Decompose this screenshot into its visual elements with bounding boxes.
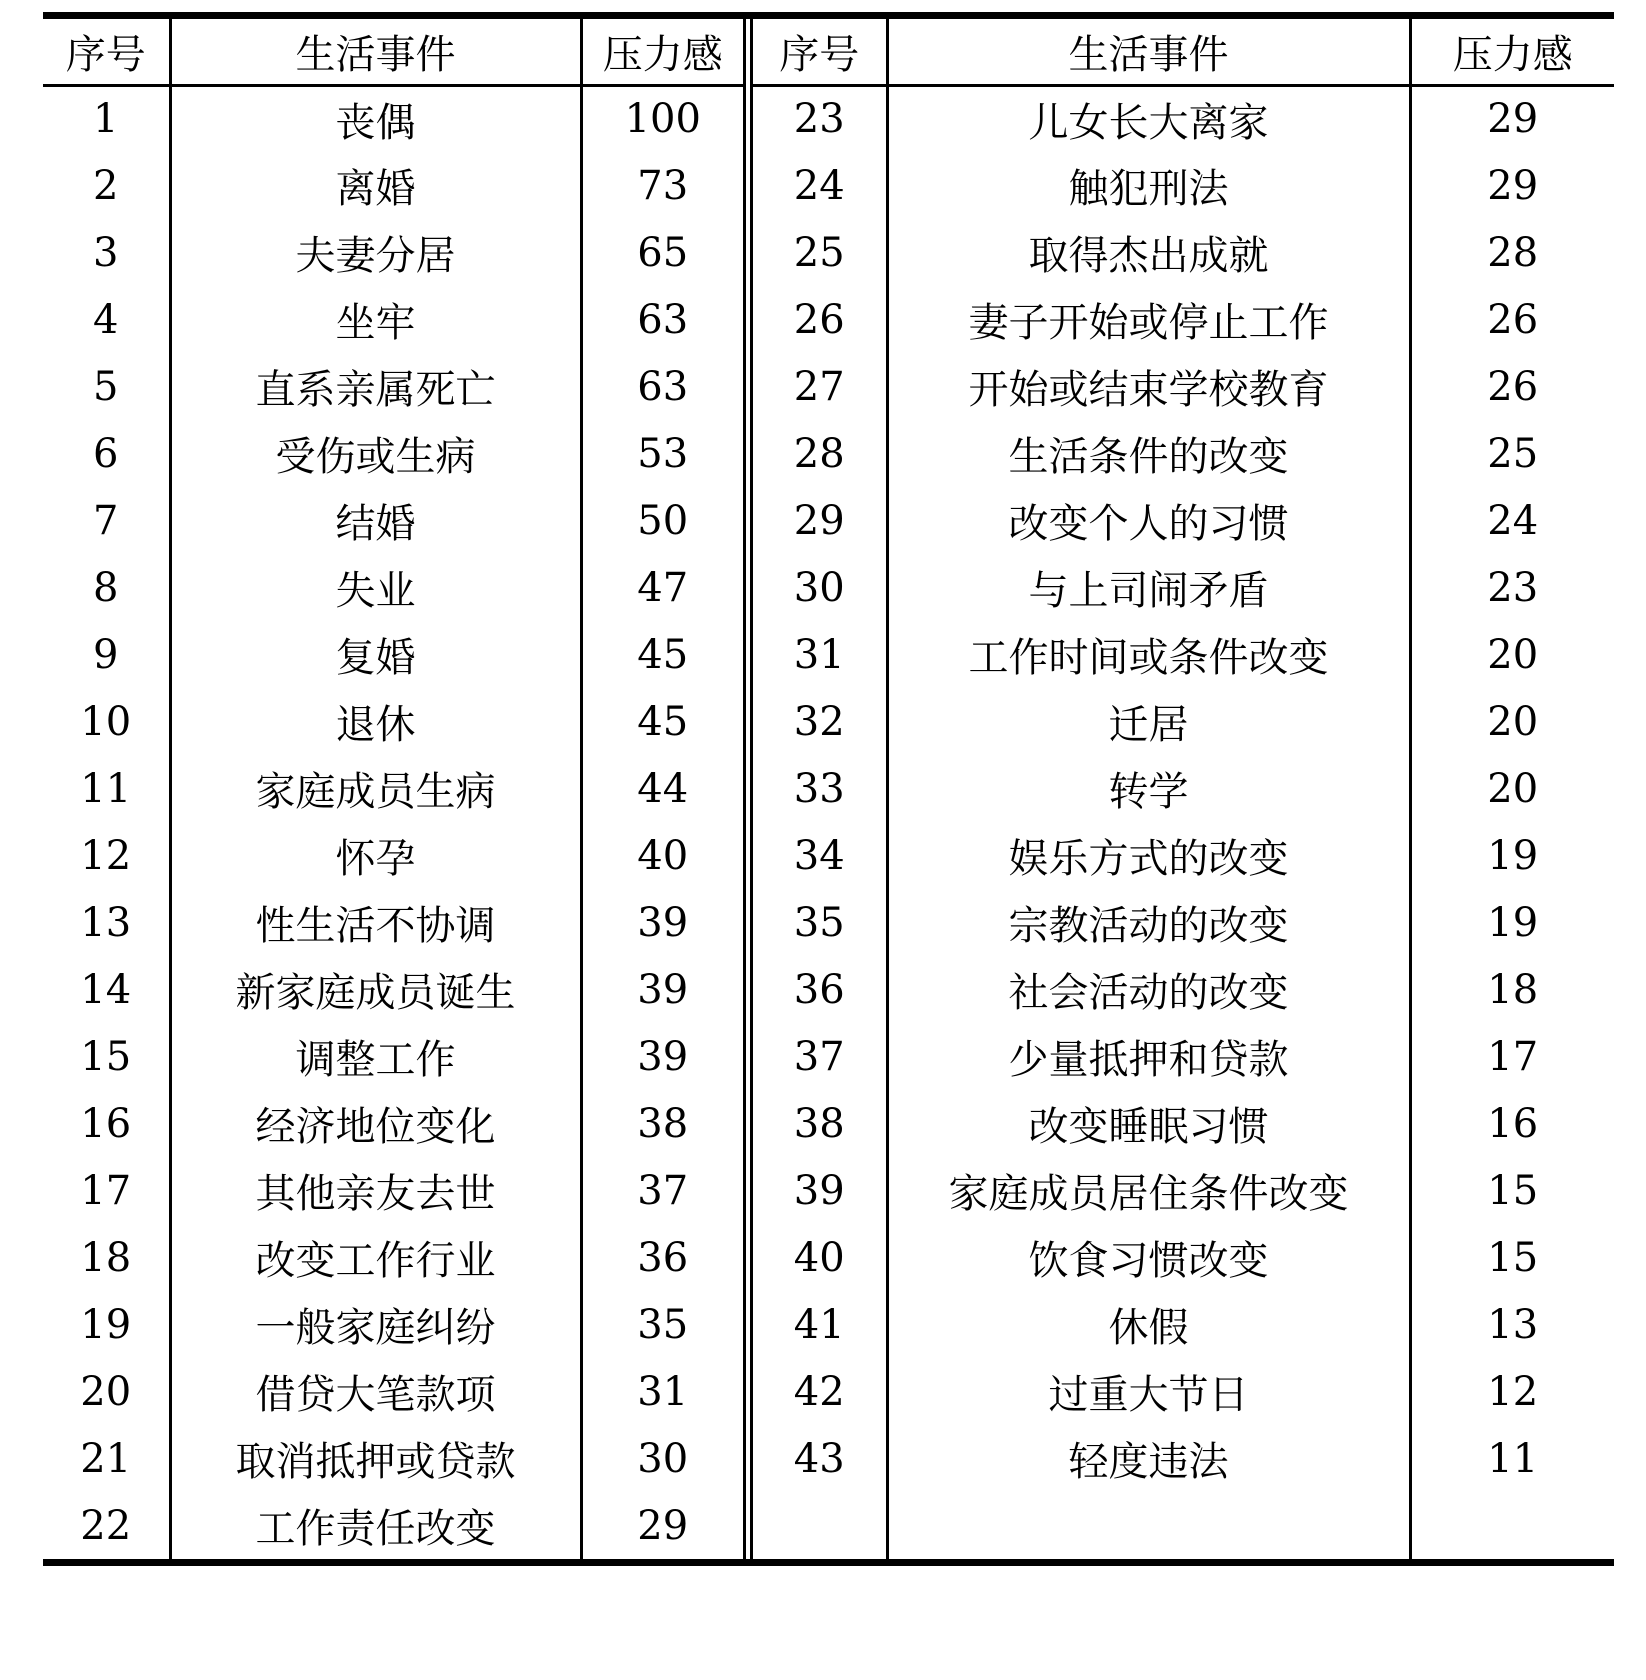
cell-event: 性生活不协调 (170, 889, 581, 956)
table-row (43, 85, 743, 152)
left-table-body (43, 85, 743, 1559)
cell-index: 35 (793, 899, 845, 946)
cell-event: 社会活动的改变 (887, 956, 1410, 1023)
cell-event: 经济地位变化 (170, 1090, 581, 1157)
table-row (753, 1157, 1614, 1224)
cell-event: 宗教活动的改变 (887, 889, 1410, 956)
cell-stress: 23 (1410, 554, 1614, 621)
cell-event: 改变个人的习惯 (887, 487, 1410, 554)
cell-stress: 20 (1410, 755, 1614, 822)
cell-index: 24 (793, 162, 845, 209)
cell-event: 退休 (170, 688, 581, 755)
cell-index: 6 (93, 430, 119, 477)
table-row (753, 219, 1614, 286)
cell-event: 家庭成员生病 (170, 755, 581, 822)
table-row (753, 1425, 1614, 1492)
left-header-row (43, 19, 743, 85)
cell-index: 40 (793, 1234, 845, 1281)
table-row (43, 286, 743, 353)
cell-stress: 47 (581, 554, 743, 621)
cell-event: 轻度违法 (887, 1425, 1410, 1492)
cell-stress: 50 (581, 487, 743, 554)
cell-index: 32 (793, 698, 845, 745)
cell-index: 4 (93, 296, 119, 343)
cell-event: 过重大节日 (887, 1358, 1410, 1425)
table-row (753, 1358, 1614, 1425)
left-header-event: 生活事件 (170, 19, 581, 85)
cell-stress: 13 (1410, 1291, 1614, 1358)
cell-stress: 36 (581, 1224, 743, 1291)
cell-event: 复婚 (170, 621, 581, 688)
cell-stress: 73 (581, 152, 743, 219)
table-row (753, 956, 1614, 1023)
left-header-stress: 压力感 (581, 19, 743, 85)
cell-event: 借贷大笔款项 (170, 1358, 581, 1425)
cell-event: 离婚 (170, 152, 581, 219)
table-row (753, 688, 1614, 755)
table-row (753, 755, 1614, 822)
cell-index: 2 (93, 162, 119, 209)
table-row (43, 1291, 743, 1358)
cell-event: 开始或结束学校教育 (887, 353, 1410, 420)
cell-stress: 26 (1410, 353, 1614, 420)
cell-event: 改变睡眠习惯 (887, 1090, 1410, 1157)
table-row (753, 1023, 1614, 1090)
cell-index: 39 (793, 1167, 845, 1214)
double-line-divider (743, 19, 753, 1559)
cell-index: 37 (793, 1033, 845, 1080)
right-header-event: 生活事件 (887, 19, 1410, 85)
table-row (753, 152, 1614, 219)
cell-stress: 29 (1410, 85, 1614, 152)
cell-index: 17 (80, 1167, 132, 1214)
cell-stress: 39 (581, 889, 743, 956)
cell-index: 33 (793, 765, 845, 812)
cell-event: 受伤或生病 (170, 420, 581, 487)
cell-index: 29 (793, 497, 845, 544)
cell-stress: 30 (581, 1425, 743, 1492)
table-row (753, 1291, 1614, 1358)
cell-stress: 19 (1410, 822, 1614, 889)
cell-stress: 45 (581, 688, 743, 755)
cell-event: 妻子开始或停止工作 (887, 286, 1410, 353)
cell-index: 36 (793, 966, 845, 1013)
cell-index: 25 (793, 229, 845, 276)
table-row (43, 1425, 743, 1492)
table-row (753, 420, 1614, 487)
cell-index: 30 (793, 564, 845, 611)
table-row (753, 889, 1614, 956)
table-row (43, 1090, 743, 1157)
cell-stress: 11 (1410, 1425, 1614, 1492)
table-row (753, 1224, 1614, 1291)
cell-event: 坐牢 (170, 286, 581, 353)
cell-index: 43 (793, 1435, 845, 1482)
table-row (753, 487, 1614, 554)
table-row (43, 755, 743, 822)
table-row (43, 1224, 743, 1291)
table-row (43, 889, 743, 956)
cell-event: 失业 (170, 554, 581, 621)
table-row (43, 353, 743, 420)
cell-stress: 15 (1410, 1157, 1614, 1224)
table-row (753, 1090, 1614, 1157)
cell-stress: 31 (581, 1358, 743, 1425)
table-row (43, 487, 743, 554)
cell-index: 28 (793, 430, 845, 477)
cell-event: 新家庭成员诞生 (170, 956, 581, 1023)
table-row (753, 353, 1614, 420)
cell-event: 其他亲友去世 (170, 1157, 581, 1224)
cell-stress: 17 (1410, 1023, 1614, 1090)
cell-index: 27 (793, 363, 845, 410)
cell-index: 7 (93, 497, 119, 544)
cell-event: 饮食习惯改变 (887, 1224, 1410, 1291)
cell-index: 22 (80, 1502, 132, 1549)
cell-index: 3 (93, 229, 119, 276)
cell-stress: 26 (1410, 286, 1614, 353)
filler-cell (753, 1492, 887, 1559)
cell-event: 家庭成员居住条件改变 (887, 1157, 1410, 1224)
cell-event: 儿女长大离家 (887, 85, 1410, 152)
table-row (43, 1358, 743, 1425)
right-table (753, 19, 1614, 1559)
table-row (43, 1157, 743, 1224)
table-row (43, 688, 743, 755)
cell-stress: 28 (1410, 219, 1614, 286)
right-header-row (753, 19, 1614, 85)
cell-stress: 18 (1410, 956, 1614, 1023)
cell-event: 怀孕 (170, 822, 581, 889)
table-row (43, 554, 743, 621)
cell-index: 11 (80, 765, 132, 812)
right-header-index: 序号 (753, 19, 887, 85)
cell-index: 18 (80, 1234, 132, 1281)
cell-stress: 53 (581, 420, 743, 487)
cell-stress: 44 (581, 755, 743, 822)
cell-stress: 15 (1410, 1224, 1614, 1291)
right-table-filler (753, 1492, 1614, 1559)
cell-index: 8 (93, 564, 119, 611)
cell-index: 38 (793, 1100, 845, 1147)
cell-stress: 39 (581, 1023, 743, 1090)
table-row (43, 621, 743, 688)
table-row (43, 822, 743, 889)
left-table (43, 19, 743, 1559)
cell-index: 19 (80, 1301, 132, 1348)
table-row (753, 554, 1614, 621)
cell-stress: 100 (581, 85, 743, 152)
filler-row (753, 1492, 1614, 1559)
filler-cell (887, 1492, 1410, 1559)
cell-index: 10 (80, 698, 132, 745)
table-row (43, 152, 743, 219)
cell-event: 少量抵押和贷款 (887, 1023, 1410, 1090)
cell-index: 16 (80, 1100, 132, 1147)
cell-event: 转学 (887, 755, 1410, 822)
cell-event: 休假 (887, 1291, 1410, 1358)
cell-stress: 37 (581, 1157, 743, 1224)
cell-index: 31 (793, 631, 845, 678)
cell-event: 直系亲属死亡 (170, 353, 581, 420)
table-row (753, 621, 1614, 688)
cell-stress: 45 (581, 621, 743, 688)
cell-event: 调整工作 (170, 1023, 581, 1090)
left-header-index: 序号 (43, 19, 170, 85)
cell-event: 改变工作行业 (170, 1224, 581, 1291)
cell-event: 取消抵押或贷款 (170, 1425, 581, 1492)
cell-index: 23 (793, 96, 845, 143)
cell-index: 5 (93, 363, 119, 410)
table-row (43, 956, 743, 1023)
right-header-stress: 压力感 (1410, 19, 1614, 85)
cell-index: 12 (80, 832, 132, 879)
cell-stress: 40 (581, 822, 743, 889)
cell-stress: 19 (1410, 889, 1614, 956)
cell-index: 13 (80, 899, 132, 946)
cell-stress: 63 (581, 353, 743, 420)
cell-event: 丧偶 (170, 85, 581, 152)
table-row (43, 420, 743, 487)
filler-cell (1410, 1492, 1614, 1559)
table-row (43, 219, 743, 286)
cell-event: 工作责任改变 (170, 1492, 581, 1559)
cell-stress: 35 (581, 1291, 743, 1358)
cell-stress: 63 (581, 286, 743, 353)
table-row (43, 1023, 743, 1090)
cell-event: 生活条件的改变 (887, 420, 1410, 487)
cell-event: 结婚 (170, 487, 581, 554)
cell-event: 娱乐方式的改变 (887, 822, 1410, 889)
cell-index: 20 (80, 1368, 132, 1415)
table-row (753, 822, 1614, 889)
table-row (753, 85, 1614, 152)
cell-index: 1 (93, 96, 119, 143)
cell-index: 9 (93, 631, 119, 678)
cell-stress: 12 (1410, 1358, 1614, 1425)
cell-stress: 25 (1410, 420, 1614, 487)
cell-stress: 29 (581, 1492, 743, 1559)
cell-index: 42 (793, 1368, 845, 1415)
cell-index: 26 (793, 296, 845, 343)
cell-index: 14 (80, 966, 132, 1013)
cell-stress: 65 (581, 219, 743, 286)
cell-event: 夫妻分居 (170, 219, 581, 286)
cell-event: 与上司闹矛盾 (887, 554, 1410, 621)
cell-stress: 38 (581, 1090, 743, 1157)
stress-scale-table (43, 12, 1614, 1566)
cell-index: 15 (80, 1033, 132, 1080)
cell-event: 迁居 (887, 688, 1410, 755)
table-row (43, 1492, 743, 1559)
cell-event: 工作时间或条件改变 (887, 621, 1410, 688)
cell-index: 41 (793, 1301, 845, 1348)
cell-stress: 16 (1410, 1090, 1614, 1157)
cell-event: 一般家庭纠纷 (170, 1291, 581, 1358)
cell-stress: 29 (1410, 152, 1614, 219)
cell-event: 触犯刑法 (887, 152, 1410, 219)
cell-index: 21 (80, 1435, 132, 1482)
cell-stress: 20 (1410, 621, 1614, 688)
cell-stress: 24 (1410, 487, 1614, 554)
table-row (753, 286, 1614, 353)
right-table-body (753, 85, 1614, 1492)
cell-event: 取得杰出成就 (887, 219, 1410, 286)
cell-stress: 20 (1410, 688, 1614, 755)
cell-stress: 39 (581, 956, 743, 1023)
cell-index: 34 (793, 832, 845, 879)
